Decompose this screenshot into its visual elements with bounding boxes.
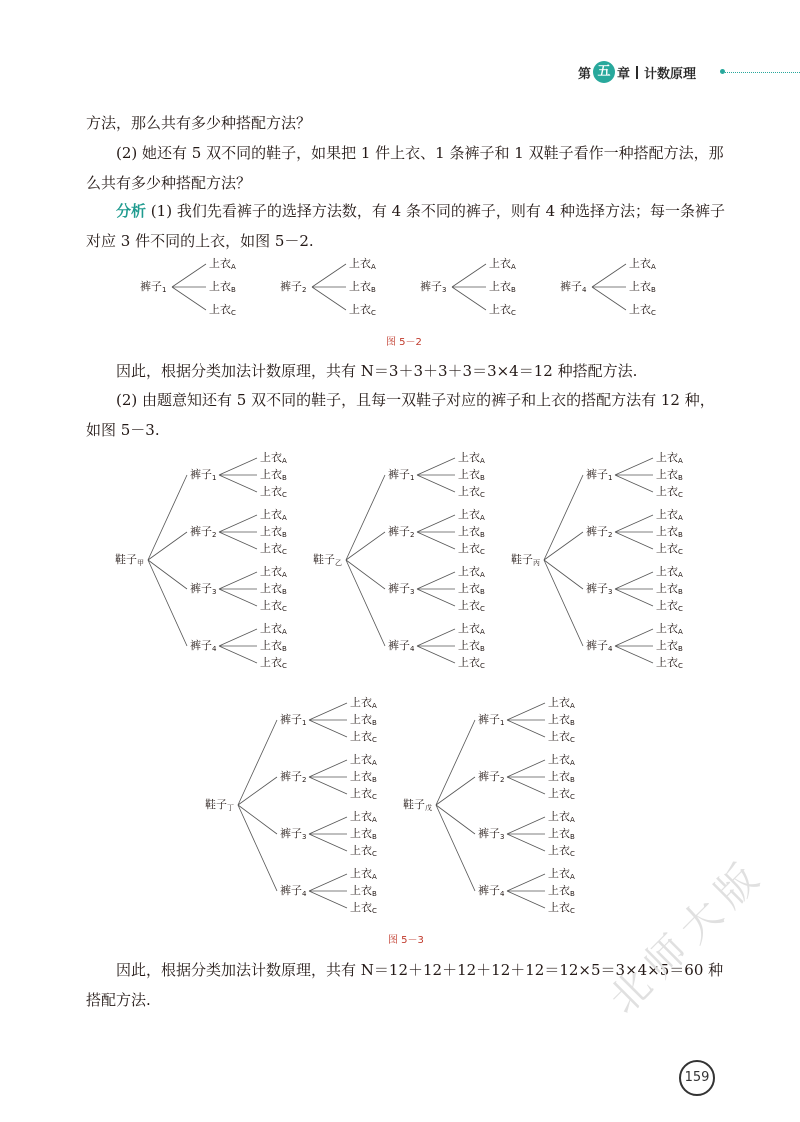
shirt-node: 上衣$_A$ xyxy=(629,257,656,271)
tree-branch xyxy=(417,458,455,475)
pants-node: 裤子$_4$ xyxy=(280,884,307,898)
shirt-node: 上衣$_B$ xyxy=(629,280,656,294)
shirt-node: 上衣$_B$ xyxy=(656,582,683,596)
pants-node: 裤子$_3$ xyxy=(586,582,613,596)
tree-branch xyxy=(615,532,653,549)
pants-node: 裤子$_3$ xyxy=(478,827,505,841)
tree-branch xyxy=(312,264,346,287)
pants-node: 裤子$_4$ xyxy=(190,639,217,653)
chapter-title: 计数原理 xyxy=(644,66,697,82)
tree-branch xyxy=(148,532,187,560)
tree-branch xyxy=(436,805,475,891)
tree-branch xyxy=(417,475,455,492)
shirt-node: 上衣$_B$ xyxy=(656,468,683,482)
paragraph-part-2: (2) 由题意知还有 5 双不同的鞋子，且每一双鞋子对应的裤子和上衣的搭配方法有 12 种，如图 5－3. xyxy=(86,391,715,439)
shirt-node: 上衣$_C$ xyxy=(260,542,287,556)
chapter-header xyxy=(578,58,696,86)
tree-branch xyxy=(417,646,455,663)
tree-branch xyxy=(238,805,277,891)
shirt-node: 上衣$_B$ xyxy=(489,280,516,294)
shirt-node: 上衣$_B$ xyxy=(656,525,683,539)
tree-branch xyxy=(309,760,347,777)
tree-branch xyxy=(148,560,187,589)
pants-node: 裤子$_3$ xyxy=(420,280,447,294)
shirt-node: 上衣$_C$ xyxy=(548,844,575,858)
shirt-node: 上衣$_B$ xyxy=(350,770,377,784)
tree-branch xyxy=(309,703,347,720)
shirt-node: 上衣$_A$ xyxy=(458,508,485,522)
tree-branch xyxy=(615,572,653,589)
analysis-keyword: 分析 xyxy=(116,202,147,220)
shirt-node: 上衣$_C$ xyxy=(458,485,485,499)
shirt-node: 上衣$_B$ xyxy=(548,827,575,841)
shirt-node: 上衣$_C$ xyxy=(458,599,485,613)
shirt-node: 上衣$_A$ xyxy=(656,622,683,636)
shirt-node: 上衣$_C$ xyxy=(489,303,516,317)
tree-branch xyxy=(452,264,486,287)
shirt-node: 上衣$_C$ xyxy=(458,656,485,670)
pants-node: 裤子$_2$ xyxy=(388,525,415,539)
shirt-node: 上衣$_A$ xyxy=(548,810,575,824)
tree-branch xyxy=(615,458,653,475)
shirt-node: 上衣$_B$ xyxy=(656,639,683,653)
shirt-node: 上衣$_B$ xyxy=(260,582,287,596)
pants-node: 裤子$_2$ xyxy=(586,525,613,539)
tree-branch xyxy=(592,264,626,287)
shirt-node: 上衣$_B$ xyxy=(458,639,485,653)
chapter-prefix: 第 xyxy=(578,66,592,82)
shirt-node: 上衣$_C$ xyxy=(656,485,683,499)
tree-branch xyxy=(417,629,455,646)
tree-branch xyxy=(309,817,347,834)
shoes-node: 鞋子$_甲$ xyxy=(115,553,144,567)
shirt-node: 上衣$_B$ xyxy=(260,468,287,482)
shirt-node: 上衣$_B$ xyxy=(548,770,575,784)
shirt-node: 上衣$_B$ xyxy=(458,468,485,482)
pants-node: 裤子$_4$ xyxy=(478,884,505,898)
shirt-node: 上衣$_A$ xyxy=(350,696,377,710)
shirt-node: 上衣$_C$ xyxy=(209,303,236,317)
tree-branch xyxy=(417,515,455,532)
tree-branch xyxy=(544,560,583,646)
tree-branch xyxy=(309,834,347,851)
tree-branch xyxy=(219,532,257,549)
tree-branch xyxy=(507,891,545,908)
tree-branch xyxy=(615,646,653,663)
tree-branch xyxy=(309,777,347,794)
tree-branch xyxy=(238,805,277,834)
watermark: 北师大版 xyxy=(600,849,775,1023)
paragraph-result-1: 因此，根据分类加法计数原理，共有 N＝3＋3＋3＋3＝3×4＝12 种搭配方法. xyxy=(116,362,638,380)
tree-branch xyxy=(346,560,385,589)
tree-branch xyxy=(219,629,257,646)
pants-node: 裤子$_1$ xyxy=(586,468,613,482)
tree-branch xyxy=(219,572,257,589)
shirt-node: 上衣$_B$ xyxy=(350,713,377,727)
paragraph-question-end: 方法，那么共有多少种搭配方法？ xyxy=(86,114,312,132)
tree-branch xyxy=(219,646,257,663)
shoes-node: 鞋子$_乙$ xyxy=(313,553,342,567)
shirt-node: 上衣$_C$ xyxy=(350,730,377,744)
shirt-node: 上衣$_A$ xyxy=(260,565,287,579)
tree-branch xyxy=(309,874,347,891)
shirt-node: 上衣$_C$ xyxy=(548,901,575,915)
tree-branch xyxy=(507,760,545,777)
tree-branch xyxy=(219,475,257,492)
header-divider xyxy=(636,66,638,79)
pants-node: 裤子$_1$ xyxy=(280,713,307,727)
shirt-node: 上衣$_C$ xyxy=(350,787,377,801)
tree-branch xyxy=(417,532,455,549)
pants-node: 裤子$_2$ xyxy=(190,525,217,539)
shirt-node: 上衣$_A$ xyxy=(458,565,485,579)
tree-branch xyxy=(592,287,626,310)
pants-node: 裤子$_2$ xyxy=(280,770,307,784)
pants-node: 裤子$_4$ xyxy=(388,639,415,653)
shirt-node: 上衣$_A$ xyxy=(548,867,575,881)
shirt-node: 上衣$_C$ xyxy=(349,303,376,317)
pants-node: 裤子$_3$ xyxy=(190,582,217,596)
tree-branch xyxy=(507,834,545,851)
shirt-node: 上衣$_C$ xyxy=(548,730,575,744)
pants-node: 裤子$_4$ xyxy=(560,280,587,294)
shirt-node: 上衣$_A$ xyxy=(458,622,485,636)
shirt-node: 上衣$_B$ xyxy=(260,525,287,539)
shirt-node: 上衣$_A$ xyxy=(349,257,376,271)
shirt-node: 上衣$_A$ xyxy=(548,696,575,710)
shirt-node: 上衣$_A$ xyxy=(350,753,377,767)
tree-branch xyxy=(346,532,385,560)
tree-branch xyxy=(219,515,257,532)
shirt-node: 上衣$_C$ xyxy=(656,542,683,556)
tree-branch xyxy=(436,720,475,805)
tree-branch xyxy=(309,891,347,908)
shirt-node: 上衣$_C$ xyxy=(458,542,485,556)
shirt-node: 上衣$_C$ xyxy=(629,303,656,317)
pants-node: 裤子$_1$ xyxy=(190,468,217,482)
paragraph-analysis xyxy=(86,196,726,256)
tree-branch xyxy=(544,475,583,560)
figure-5-2-tree xyxy=(0,250,800,330)
shirt-node: 上衣$_A$ xyxy=(260,622,287,636)
tree-branch xyxy=(452,287,486,310)
pants-node: 裤子$_1$ xyxy=(388,468,415,482)
chapter-suffix: 章 xyxy=(617,66,631,82)
shirt-node: 上衣$_C$ xyxy=(656,599,683,613)
tree-branch xyxy=(417,589,455,606)
tree-branch xyxy=(312,287,346,310)
tree-branch xyxy=(172,287,206,310)
tree-branch xyxy=(507,777,545,794)
shirt-node: 上衣$_B$ xyxy=(350,884,377,898)
paragraph-result-2: 因此，根据分类加法计数原理，共有 N＝12＋12＋12＋12＋12＝12×5＝3×4×5＝60 种搭配方法. xyxy=(86,961,724,1009)
tree-branch xyxy=(615,629,653,646)
shirt-node: 上衣$_B$ xyxy=(458,582,485,596)
tree-branch xyxy=(148,475,187,560)
page-number: 159 xyxy=(679,1060,715,1096)
tree-branch xyxy=(507,817,545,834)
shirt-node: 上衣$_B$ xyxy=(209,280,236,294)
tree-branch xyxy=(417,572,455,589)
paragraph-question-2: (2) 她还有 5 双不同的鞋子，如果把 1 件上衣、1 条裤子和 1 双鞋子看作一种搭配方法，那么共有多少种搭配方法？ xyxy=(86,144,724,192)
pants-node: 裤子$_2$ xyxy=(478,770,505,784)
tree-branch xyxy=(436,777,475,805)
tree-branch xyxy=(615,475,653,492)
tree-branch xyxy=(544,532,583,560)
figure-5-3-caption: 图 5－3 xyxy=(388,935,424,946)
shirt-node: 上衣$_A$ xyxy=(350,867,377,881)
pants-node: 裤子$_1$ xyxy=(478,713,505,727)
tree-branch xyxy=(346,475,385,560)
shirt-node: 上衣$_A$ xyxy=(656,508,683,522)
tree-branch xyxy=(172,264,206,287)
shirt-node: 上衣$_B$ xyxy=(350,827,377,841)
shirt-node: 上衣$_C$ xyxy=(260,599,287,613)
shirt-node: 上衣$_A$ xyxy=(489,257,516,271)
shirt-node: 上衣$_C$ xyxy=(548,787,575,801)
tree-branch xyxy=(219,589,257,606)
shirt-node: 上衣$_C$ xyxy=(260,485,287,499)
header-dotted-line xyxy=(722,72,800,73)
figure-5-2-caption: 图 5－2 xyxy=(386,337,422,348)
tree-branch xyxy=(507,720,545,737)
shirt-node: 上衣$_A$ xyxy=(548,753,575,767)
pants-node: 裤子$_1$ xyxy=(140,280,167,294)
shirt-node: 上衣$_A$ xyxy=(656,565,683,579)
tree-branch xyxy=(507,703,545,720)
pants-node: 裤子$_3$ xyxy=(280,827,307,841)
shirt-node: 上衣$_B$ xyxy=(548,884,575,898)
shirt-node: 上衣$_A$ xyxy=(458,451,485,465)
analysis-text: (1) 我们先看裤子的选择方法数，有 4 条不同的裤子，则有 4 种选择方法；每一条裤子对应 3 件不同的上衣，如图 5－2. xyxy=(86,202,725,250)
pants-node: 裤子$_4$ xyxy=(586,639,613,653)
tree-branch xyxy=(436,805,475,834)
tree-branch xyxy=(346,560,385,646)
pants-node: 裤子$_3$ xyxy=(388,582,415,596)
shoes-node: 鞋子$_丙$ xyxy=(511,553,540,567)
shirt-node: 上衣$_C$ xyxy=(656,656,683,670)
shirt-node: 上衣$_B$ xyxy=(260,639,287,653)
shirt-node: 上衣$_C$ xyxy=(350,844,377,858)
tree-branch xyxy=(238,777,277,805)
shirt-node: 上衣$_B$ xyxy=(349,280,376,294)
tree-branch xyxy=(615,515,653,532)
shirt-node: 上衣$_A$ xyxy=(209,257,236,271)
shirt-node: 上衣$_A$ xyxy=(656,451,683,465)
tree-branch xyxy=(148,560,187,646)
shirt-node: 上衣$_A$ xyxy=(260,508,287,522)
tree-branch xyxy=(309,720,347,737)
shoes-node: 鞋子$_戊$ xyxy=(403,798,432,812)
figure-5-3-tree xyxy=(0,440,800,930)
shirt-node: 上衣$_B$ xyxy=(548,713,575,727)
pants-node: 裤子$_2$ xyxy=(280,280,307,294)
tree-branch xyxy=(238,720,277,805)
tree-branch xyxy=(615,589,653,606)
tree-branch xyxy=(219,458,257,475)
shirt-node: 上衣$_B$ xyxy=(458,525,485,539)
shirt-node: 上衣$_C$ xyxy=(350,901,377,915)
shirt-node: 上衣$_A$ xyxy=(260,451,287,465)
shirt-node: 上衣$_C$ xyxy=(260,656,287,670)
chapter-number-badge: 五 xyxy=(593,61,615,83)
shoes-node: 鞋子$_丁$ xyxy=(205,798,234,812)
tree-branch xyxy=(544,560,583,589)
shirt-node: 上衣$_A$ xyxy=(350,810,377,824)
tree-branch xyxy=(507,874,545,891)
